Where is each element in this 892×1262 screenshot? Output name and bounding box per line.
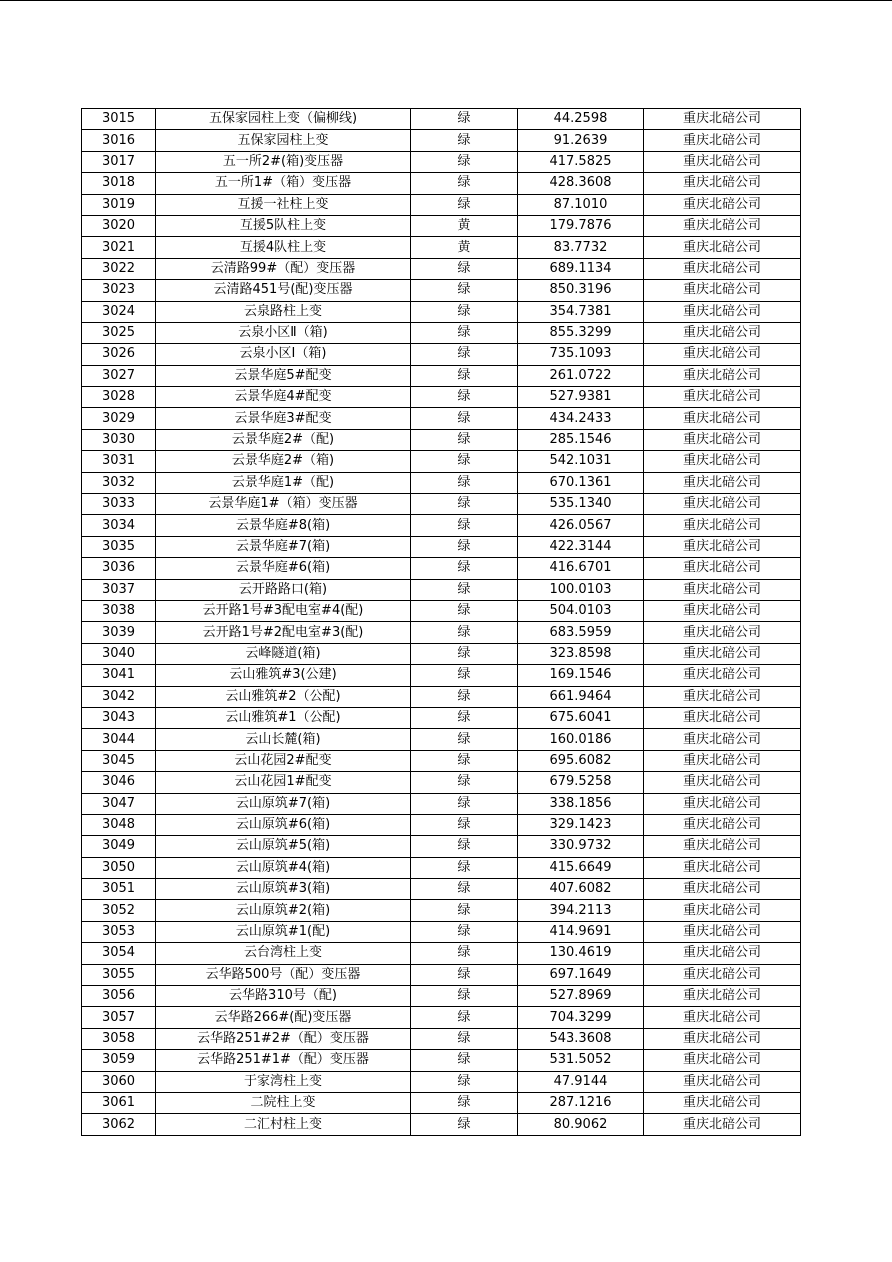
company-cell: 重庆北碚公司 — [644, 451, 801, 472]
status-color-cell: 绿 — [411, 665, 518, 686]
value-cell: 735.1093 — [518, 344, 644, 365]
transformer-name-cell: 云山原筑#1(配) — [156, 921, 411, 942]
transformer-name-cell: 云山雅筑#2（公配) — [156, 686, 411, 707]
table-row — [82, 429, 801, 450]
company-cell: 重庆北碚公司 — [644, 536, 801, 557]
status-color-cell: 绿 — [411, 515, 518, 536]
transformer-name-cell: 云泉小区Ⅰ（箱) — [156, 344, 411, 365]
company-cell: 重庆北碚公司 — [644, 387, 801, 408]
table-row — [82, 814, 801, 835]
table-row — [82, 194, 801, 215]
row-id-cell: 3020 — [82, 215, 156, 236]
table-row — [82, 494, 801, 515]
transformer-name-cell: 于家湾柱上变 — [156, 1071, 411, 1092]
status-color-cell: 绿 — [411, 494, 518, 515]
company-cell: 重庆北碚公司 — [644, 665, 801, 686]
company-cell: 重庆北碚公司 — [644, 900, 801, 921]
table-row — [82, 237, 801, 258]
company-cell: 重庆北碚公司 — [644, 643, 801, 664]
value-cell: 354.7381 — [518, 301, 644, 322]
value-cell: 285.1546 — [518, 429, 644, 450]
row-id-cell: 3057 — [82, 1007, 156, 1028]
value-cell: 416.6701 — [518, 558, 644, 579]
row-id-cell: 3050 — [82, 857, 156, 878]
transformer-name-cell: 云华路251#1#（配）变压器 — [156, 1050, 411, 1071]
transformer-name-cell: 云山原筑#5(箱) — [156, 836, 411, 857]
status-color-cell: 绿 — [411, 387, 518, 408]
row-id-cell: 3015 — [82, 109, 156, 130]
transformer-name-cell: 云山雅筑#1（公配) — [156, 707, 411, 728]
status-color-cell: 绿 — [411, 194, 518, 215]
company-cell: 重庆北碚公司 — [644, 558, 801, 579]
row-id-cell: 3051 — [82, 879, 156, 900]
company-cell: 重庆北碚公司 — [644, 194, 801, 215]
value-cell: 670.1361 — [518, 472, 644, 493]
table-row — [82, 451, 801, 472]
row-id-cell: 3038 — [82, 600, 156, 621]
row-id-cell: 3041 — [82, 665, 156, 686]
status-color-cell: 绿 — [411, 1050, 518, 1071]
company-cell: 重庆北碚公司 — [644, 173, 801, 194]
value-cell: 527.8969 — [518, 986, 644, 1007]
value-cell: 47.9144 — [518, 1071, 644, 1092]
transformer-name-cell: 云景华庭3#配变 — [156, 408, 411, 429]
company-cell: 重庆北碚公司 — [644, 793, 801, 814]
value-cell: 330.9732 — [518, 836, 644, 857]
value-cell: 287.1216 — [518, 1092, 644, 1113]
status-color-cell: 绿 — [411, 1071, 518, 1092]
transformer-name-cell: 云华路310号（配) — [156, 986, 411, 1007]
value-cell: 697.1649 — [518, 964, 644, 985]
value-cell: 329.1423 — [518, 814, 644, 835]
table-row — [82, 707, 801, 728]
table-row — [82, 622, 801, 643]
row-id-cell: 3025 — [82, 322, 156, 343]
status-color-cell: 绿 — [411, 472, 518, 493]
table-row — [82, 472, 801, 493]
company-cell: 重庆北碚公司 — [644, 729, 801, 750]
transformer-name-cell: 云景华庭#6(箱) — [156, 558, 411, 579]
row-id-cell: 3043 — [82, 707, 156, 728]
company-cell: 重庆北碚公司 — [644, 280, 801, 301]
transformer-name-cell: 云山原筑#3(箱) — [156, 879, 411, 900]
row-id-cell: 3042 — [82, 686, 156, 707]
company-cell: 重庆北碚公司 — [644, 1007, 801, 1028]
row-id-cell: 3021 — [82, 237, 156, 258]
transformer-name-cell: 云景华庭1#（配) — [156, 472, 411, 493]
status-color-cell: 绿 — [411, 772, 518, 793]
table-row — [82, 729, 801, 750]
company-cell: 重庆北碚公司 — [644, 429, 801, 450]
status-color-cell: 绿 — [411, 173, 518, 194]
value-cell: 130.4619 — [518, 943, 644, 964]
row-id-cell: 3044 — [82, 729, 156, 750]
value-cell: 679.5258 — [518, 772, 644, 793]
company-cell: 重庆北碚公司 — [644, 344, 801, 365]
status-color-cell: 绿 — [411, 1114, 518, 1135]
company-cell: 重庆北碚公司 — [644, 1071, 801, 1092]
company-cell: 重庆北碚公司 — [644, 322, 801, 343]
company-cell: 重庆北碚公司 — [644, 707, 801, 728]
transformer-name-cell: 云景华庭1#（箱）变压器 — [156, 494, 411, 515]
value-cell: 504.0103 — [518, 600, 644, 621]
status-color-cell: 绿 — [411, 558, 518, 579]
row-id-cell: 3052 — [82, 900, 156, 921]
status-color-cell: 绿 — [411, 836, 518, 857]
row-id-cell: 3047 — [82, 793, 156, 814]
value-cell: 407.6082 — [518, 879, 644, 900]
status-color-cell: 绿 — [411, 600, 518, 621]
status-color-cell: 绿 — [411, 344, 518, 365]
table-row — [82, 258, 801, 279]
value-cell: 394.2113 — [518, 900, 644, 921]
transformer-name-cell: 云峰隧道(箱) — [156, 643, 411, 664]
value-cell: 100.0103 — [518, 579, 644, 600]
value-cell: 44.2598 — [518, 109, 644, 130]
table-row — [82, 986, 801, 1007]
transformer-table-container — [81, 108, 801, 1136]
status-color-cell: 绿 — [411, 793, 518, 814]
table-row — [82, 536, 801, 557]
company-cell: 重庆北碚公司 — [644, 215, 801, 236]
table-row — [82, 365, 801, 386]
value-cell: 683.5959 — [518, 622, 644, 643]
status-color-cell: 绿 — [411, 365, 518, 386]
table-row — [82, 857, 801, 878]
table-row — [82, 943, 801, 964]
transformer-name-cell: 云山原筑#4(箱) — [156, 857, 411, 878]
transformer-name-cell: 云华路251#2#（配）变压器 — [156, 1028, 411, 1049]
table-row — [82, 836, 801, 857]
row-id-cell: 3024 — [82, 301, 156, 322]
row-id-cell: 3035 — [82, 536, 156, 557]
value-cell: 87.1010 — [518, 194, 644, 215]
row-id-cell: 3031 — [82, 451, 156, 472]
status-color-cell: 绿 — [411, 280, 518, 301]
row-id-cell: 3027 — [82, 365, 156, 386]
table-row — [82, 793, 801, 814]
table-row — [82, 109, 801, 130]
row-id-cell: 3058 — [82, 1028, 156, 1049]
company-cell: 重庆北碚公司 — [644, 814, 801, 835]
table-row — [82, 1028, 801, 1049]
row-id-cell: 3053 — [82, 921, 156, 942]
value-cell: 91.2639 — [518, 130, 644, 151]
company-cell: 重庆北碚公司 — [644, 494, 801, 515]
row-id-cell: 3022 — [82, 258, 156, 279]
transformer-name-cell: 二汇村柱上变 — [156, 1114, 411, 1135]
status-color-cell: 绿 — [411, 622, 518, 643]
status-color-cell: 绿 — [411, 643, 518, 664]
table-body — [82, 109, 801, 1136]
table-row — [82, 665, 801, 686]
status-color-cell: 绿 — [411, 301, 518, 322]
table-row — [82, 686, 801, 707]
table-row — [82, 301, 801, 322]
company-cell: 重庆北碚公司 — [644, 879, 801, 900]
transformer-name-cell: 云开路1号#2配电室#3(配) — [156, 622, 411, 643]
table-row — [82, 964, 801, 985]
transformer-name-cell: 云山原筑#2(箱) — [156, 900, 411, 921]
table-row — [82, 772, 801, 793]
transformer-name-cell: 五保家园柱上变 — [156, 130, 411, 151]
value-cell: 338.1856 — [518, 793, 644, 814]
value-cell: 695.6082 — [518, 750, 644, 771]
company-cell: 重庆北碚公司 — [644, 921, 801, 942]
value-cell: 323.8598 — [518, 643, 644, 664]
value-cell: 80.9062 — [518, 1114, 644, 1135]
company-cell: 重庆北碚公司 — [644, 472, 801, 493]
status-color-cell: 绿 — [411, 729, 518, 750]
table-row — [82, 1071, 801, 1092]
value-cell: 417.5825 — [518, 151, 644, 172]
status-color-cell: 绿 — [411, 921, 518, 942]
value-cell: 426.0567 — [518, 515, 644, 536]
status-color-cell: 绿 — [411, 964, 518, 985]
company-cell: 重庆北碚公司 — [644, 943, 801, 964]
transformer-name-cell: 云山花园1#配变 — [156, 772, 411, 793]
value-cell: 542.1031 — [518, 451, 644, 472]
value-cell: 704.3299 — [518, 1007, 644, 1028]
transformer-name-cell: 云景华庭2#（箱) — [156, 451, 411, 472]
row-id-cell: 3030 — [82, 429, 156, 450]
status-color-cell: 绿 — [411, 109, 518, 130]
table-row — [82, 558, 801, 579]
row-id-cell: 3016 — [82, 130, 156, 151]
transformer-name-cell: 五一所2#(箱)变压器 — [156, 151, 411, 172]
value-cell: 527.9381 — [518, 387, 644, 408]
row-id-cell: 3061 — [82, 1092, 156, 1113]
company-cell: 重庆北碚公司 — [644, 301, 801, 322]
row-id-cell: 3033 — [82, 494, 156, 515]
row-id-cell: 3045 — [82, 750, 156, 771]
company-cell: 重庆北碚公司 — [644, 1092, 801, 1113]
row-id-cell: 3059 — [82, 1050, 156, 1071]
status-color-cell: 绿 — [411, 879, 518, 900]
transformer-name-cell: 云景华庭5#配变 — [156, 365, 411, 386]
company-cell: 重庆北碚公司 — [644, 772, 801, 793]
table-row — [82, 900, 801, 921]
status-color-cell: 绿 — [411, 1007, 518, 1028]
status-color-cell: 绿 — [411, 814, 518, 835]
value-cell: 179.7876 — [518, 215, 644, 236]
row-id-cell: 3023 — [82, 280, 156, 301]
status-color-cell: 绿 — [411, 1028, 518, 1049]
table-row — [82, 600, 801, 621]
company-cell: 重庆北碚公司 — [644, 1050, 801, 1071]
transformer-name-cell: 互援4队柱上变 — [156, 237, 411, 258]
table-row — [82, 280, 801, 301]
company-cell: 重庆北碚公司 — [644, 365, 801, 386]
value-cell: 434.2433 — [518, 408, 644, 429]
table-row — [82, 408, 801, 429]
value-cell: 261.0722 — [518, 365, 644, 386]
value-cell: 414.9691 — [518, 921, 644, 942]
status-color-cell: 绿 — [411, 408, 518, 429]
row-id-cell: 3040 — [82, 643, 156, 664]
transformer-table — [81, 108, 801, 1136]
transformer-name-cell: 互援5队柱上变 — [156, 215, 411, 236]
company-cell: 重庆北碚公司 — [644, 151, 801, 172]
row-id-cell: 3060 — [82, 1071, 156, 1092]
row-id-cell: 3039 — [82, 622, 156, 643]
transformer-name-cell: 云泉小区Ⅱ（箱) — [156, 322, 411, 343]
company-cell: 重庆北碚公司 — [644, 579, 801, 600]
status-color-cell: 黄 — [411, 237, 518, 258]
company-cell: 重庆北碚公司 — [644, 515, 801, 536]
value-cell: 160.0186 — [518, 729, 644, 750]
table-row — [82, 322, 801, 343]
row-id-cell: 3056 — [82, 986, 156, 1007]
value-cell: 543.3608 — [518, 1028, 644, 1049]
table-row — [82, 579, 801, 600]
value-cell: 661.9464 — [518, 686, 644, 707]
status-color-cell: 绿 — [411, 151, 518, 172]
table-row — [82, 215, 801, 236]
status-color-cell: 绿 — [411, 258, 518, 279]
transformer-name-cell: 云景华庭4#配变 — [156, 387, 411, 408]
page-top-border — [0, 0, 892, 1]
transformer-name-cell: 五一所1#（箱）变压器 — [156, 173, 411, 194]
row-id-cell: 3036 — [82, 558, 156, 579]
status-color-cell: 绿 — [411, 857, 518, 878]
company-cell: 重庆北碚公司 — [644, 408, 801, 429]
table-row — [82, 1114, 801, 1135]
status-color-cell: 绿 — [411, 322, 518, 343]
status-color-cell: 绿 — [411, 686, 518, 707]
transformer-name-cell: 云泉路柱上变 — [156, 301, 411, 322]
transformer-name-cell: 云山花园2#配变 — [156, 750, 411, 771]
company-cell: 重庆北碚公司 — [644, 622, 801, 643]
row-id-cell: 3034 — [82, 515, 156, 536]
status-color-cell: 绿 — [411, 451, 518, 472]
transformer-name-cell: 云台湾柱上变 — [156, 943, 411, 964]
value-cell: 428.3608 — [518, 173, 644, 194]
row-id-cell: 3054 — [82, 943, 156, 964]
status-color-cell: 绿 — [411, 900, 518, 921]
status-color-cell: 绿 — [411, 943, 518, 964]
value-cell: 855.3299 — [518, 322, 644, 343]
status-color-cell: 绿 — [411, 707, 518, 728]
value-cell: 535.1340 — [518, 494, 644, 515]
row-id-cell: 3017 — [82, 151, 156, 172]
transformer-name-cell: 云开路1号#3配电室#4(配) — [156, 600, 411, 621]
status-color-cell: 绿 — [411, 579, 518, 600]
status-color-cell: 绿 — [411, 429, 518, 450]
transformer-name-cell: 云华路266#(配)变压器 — [156, 1007, 411, 1028]
row-id-cell: 3062 — [82, 1114, 156, 1135]
transformer-name-cell: 云景华庭#8(箱) — [156, 515, 411, 536]
company-cell: 重庆北碚公司 — [644, 857, 801, 878]
status-color-cell: 绿 — [411, 986, 518, 1007]
value-cell: 531.5052 — [518, 1050, 644, 1071]
transformer-name-cell: 互援一社柱上变 — [156, 194, 411, 215]
company-cell: 重庆北碚公司 — [644, 1114, 801, 1135]
table-row — [82, 151, 801, 172]
transformer-name-cell: 二院柱上变 — [156, 1092, 411, 1113]
table-row — [82, 921, 801, 942]
row-id-cell: 3046 — [82, 772, 156, 793]
status-color-cell: 黄 — [411, 215, 518, 236]
row-id-cell: 3049 — [82, 836, 156, 857]
table-row — [82, 643, 801, 664]
value-cell: 850.3196 — [518, 280, 644, 301]
company-cell: 重庆北碚公司 — [644, 1028, 801, 1049]
company-cell: 重庆北碚公司 — [644, 109, 801, 130]
table-row — [82, 1092, 801, 1113]
transformer-name-cell: 云清路99#（配）变压器 — [156, 258, 411, 279]
row-id-cell: 3018 — [82, 173, 156, 194]
company-cell: 重庆北碚公司 — [644, 836, 801, 857]
transformer-name-cell: 云开路路口(箱) — [156, 579, 411, 600]
company-cell: 重庆北碚公司 — [644, 986, 801, 1007]
row-id-cell: 3026 — [82, 344, 156, 365]
company-cell: 重庆北碚公司 — [644, 237, 801, 258]
company-cell: 重庆北碚公司 — [644, 130, 801, 151]
table-row — [82, 387, 801, 408]
company-cell: 重庆北碚公司 — [644, 258, 801, 279]
transformer-name-cell: 云华路500号（配）变压器 — [156, 964, 411, 985]
transformer-name-cell: 云景华庭2#（配) — [156, 429, 411, 450]
company-cell: 重庆北碚公司 — [644, 686, 801, 707]
transformer-name-cell: 云清路451号(配)变压器 — [156, 280, 411, 301]
transformer-name-cell: 云景华庭#7(箱) — [156, 536, 411, 557]
status-color-cell: 绿 — [411, 750, 518, 771]
value-cell: 169.1546 — [518, 665, 644, 686]
table-row — [82, 173, 801, 194]
value-cell: 415.6649 — [518, 857, 644, 878]
row-id-cell: 3032 — [82, 472, 156, 493]
table-row — [82, 130, 801, 151]
status-color-cell: 绿 — [411, 1092, 518, 1113]
row-id-cell: 3037 — [82, 579, 156, 600]
transformer-name-cell: 云山原筑#7(箱) — [156, 793, 411, 814]
transformer-name-cell: 云山原筑#6(箱) — [156, 814, 411, 835]
table-row — [82, 1007, 801, 1028]
table-row — [82, 750, 801, 771]
status-color-cell: 绿 — [411, 536, 518, 557]
table-row — [82, 515, 801, 536]
value-cell: 422.3144 — [518, 536, 644, 557]
value-cell: 675.6041 — [518, 707, 644, 728]
transformer-name-cell: 云山长麓(箱) — [156, 729, 411, 750]
transformer-name-cell: 五保家园柱上变（偏柳线) — [156, 109, 411, 130]
company-cell: 重庆北碚公司 — [644, 600, 801, 621]
value-cell: 83.7732 — [518, 237, 644, 258]
row-id-cell: 3055 — [82, 964, 156, 985]
transformer-name-cell: 云山雅筑#3(公建) — [156, 665, 411, 686]
row-id-cell: 3029 — [82, 408, 156, 429]
company-cell: 重庆北碚公司 — [644, 750, 801, 771]
row-id-cell: 3048 — [82, 814, 156, 835]
value-cell: 689.1134 — [518, 258, 644, 279]
table-row — [82, 344, 801, 365]
table-row — [82, 879, 801, 900]
table-row — [82, 1050, 801, 1071]
company-cell: 重庆北碚公司 — [644, 964, 801, 985]
row-id-cell: 3019 — [82, 194, 156, 215]
status-color-cell: 绿 — [411, 130, 518, 151]
row-id-cell: 3028 — [82, 387, 156, 408]
